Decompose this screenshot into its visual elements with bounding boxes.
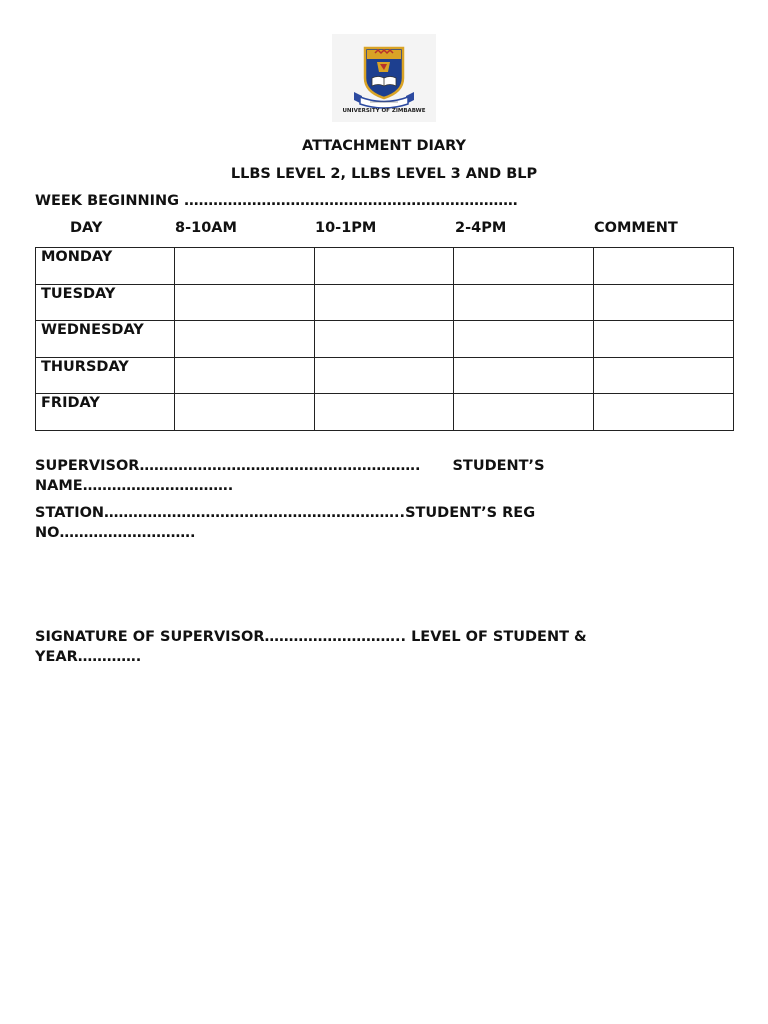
signature-field: SIGNATURE OF SUPERVISOR……………………….. LEVEL OF STUDENT & (35, 629, 587, 645)
students-name-label: STUDENT’S (452, 458, 545, 474)
signature-level-block (35, 627, 735, 667)
comment-cell (594, 321, 734, 358)
entry-cell (315, 321, 454, 358)
table-row (36, 248, 734, 285)
comment-cell (594, 394, 734, 431)
day-cell-tuesday: TUESDAY (36, 284, 175, 321)
entry-cell (175, 394, 315, 431)
column-header-2-4pm: 2-4PM (455, 220, 507, 236)
table-row (36, 321, 734, 358)
entry-cell (175, 248, 315, 285)
students-name-field: NAME…………………………. (35, 478, 234, 494)
column-header-comment: COMMENT (594, 220, 678, 236)
entry-cell (315, 357, 454, 394)
column-header-day: DAY (70, 220, 103, 236)
logo-wordmark: UNIVERSITY OF ZIMBABWE (342, 108, 426, 114)
entry-cell (454, 394, 594, 431)
day-cell-wednesday: WEDNESDAY (36, 321, 175, 358)
entry-cell (315, 284, 454, 321)
table-row (36, 394, 734, 431)
document-title: ATTACHMENT DIARY (301, 138, 467, 154)
table-row (36, 284, 734, 321)
comment-cell (594, 248, 734, 285)
station-reg-block (35, 503, 735, 543)
entry-cell (454, 248, 594, 285)
entry-cell (175, 357, 315, 394)
comment-cell (594, 284, 734, 321)
column-header-8-10am: 8-10AM (175, 220, 237, 236)
diary-table (35, 247, 734, 431)
comment-cell (594, 357, 734, 394)
entry-cell (454, 357, 594, 394)
document-subtitle: LLBS LEVEL 2, LLBS LEVEL 3 AND BLP (230, 166, 538, 182)
entry-cell (454, 321, 594, 358)
column-header-10-1pm: 10-1PM (315, 220, 377, 236)
week-beginning-field: WEEK BEGINNING …………………………………………………………… (35, 193, 518, 209)
year-field: YEAR…………. (35, 649, 142, 665)
table-row (36, 357, 734, 394)
reg-no-field: NO………………………. (35, 525, 196, 541)
supervisor-field: SUPERVISOR…………………………………………………. (35, 458, 421, 474)
entry-cell (175, 321, 315, 358)
entry-cell (315, 248, 454, 285)
entry-cell (454, 284, 594, 321)
entry-cell (315, 394, 454, 431)
station-field: STATION……………………………………………………..STUDENT’S REG (35, 505, 536, 521)
day-cell-monday: MONDAY (36, 248, 175, 285)
supervisor-student-name-block (35, 456, 735, 496)
university-logo (332, 34, 436, 122)
day-cell-friday: FRIDAY (36, 394, 175, 431)
entry-cell (175, 284, 315, 321)
day-cell-thursday: THURSDAY (36, 357, 175, 394)
